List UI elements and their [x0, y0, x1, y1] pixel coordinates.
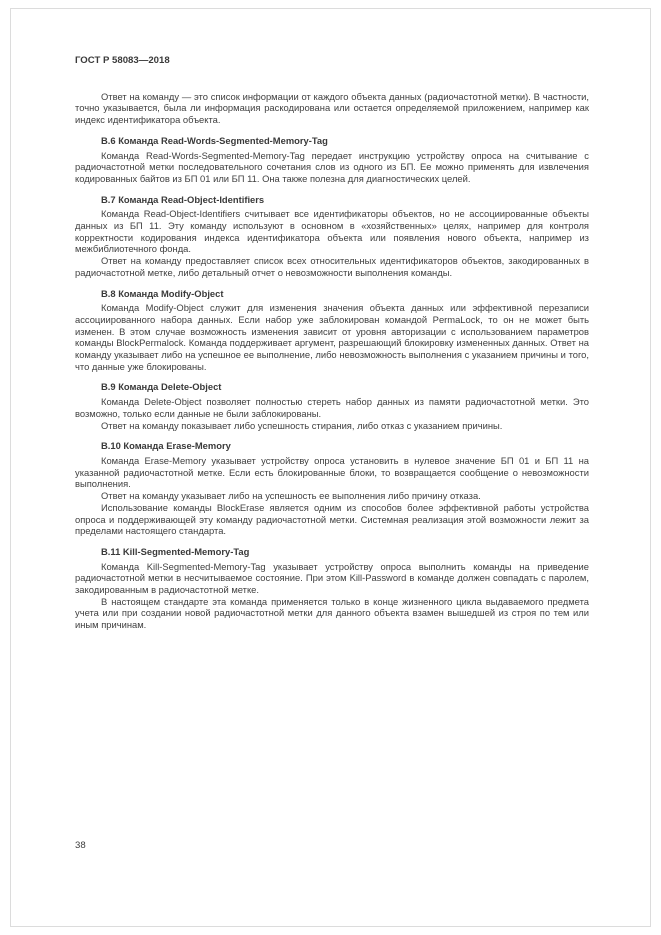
section-b11-heading: В.11 Kill-Segmented-Memory-Tag	[101, 545, 250, 557]
section-b9-paragraph-2: Ответ на команду показывает либо успешность стирания, либо отказ с указанием причины.	[101, 419, 503, 431]
section-b10-paragraph-1: Команда Erase-Memory указывает устройству опроса установить в нулевое значение БП 01 и БП 11 на указанной радиочастотной метке. Если есть блокированные блоки, то возвращается сообщение о невозможности выполнения.	[75, 454, 589, 490]
section-b11	[75, 546, 589, 631]
section-b10-paragraph-2: Ответ на команду указывает либо на успешность ее выполнения либо причину отказа.	[101, 490, 481, 502]
section-b10-heading: В.10 Команда Erase-Memory	[101, 440, 231, 452]
section-b9	[75, 381, 589, 431]
document-body	[75, 55, 589, 631]
section-b7-paragraph-2: Ответ на команду предоставляет список всех относительных идентификаторов объектов, закодированных в радиочастотной метке, либо детальный отчет о невозможности выполнения команды.	[75, 255, 589, 278]
section-b6-paragraph-1: Команда Read-Words-Segmented-Memory-Tag передает инструкцию устройству опроса на считывание с радиочастотной метки последовательного сочетания слов из одного из БП. Ее можно применять для извлечения кодированных байтов из БП 01 или БП 11. Она также полезна для диагностических целей.	[75, 149, 589, 184]
section-b11-paragraph-1: Команда Kill-Segmented-Memory-Tag указывает устройству опроса выполнить команды на приведение радиочастотной метки в несчитываемое состояние. При этом Kill-Password в команде должен совпадать с паролем, закодированным в радиочастотной метке.	[75, 560, 589, 596]
page-number: 38	[75, 840, 86, 851]
section-b6	[75, 135, 589, 185]
section-b7	[75, 194, 589, 279]
section-b8-paragraph-1: Команда Modify-Object служит для изменения значения объекта данных или эффективной перезаписи ассоциированного набора данных. Если набор уже заблокирован командой PermaLock, то он не может быть изменен. В этом случае возможность изменения зависит от уровня авторизации с использованием параметров команды BlockPermalock. Команда поддерживает аргумент, разрешающий блокировку измененных данных. Ответ на команду указывает либо на успешное ее выполнение, либо невозможность выполнения с указанием причины и того, что данные уже блокированы.	[75, 302, 589, 372]
section-b8-heading: В.8 Команда Modify-Object	[101, 287, 224, 299]
section-b7-paragraph-1: Команда Read-Object-Identifiers считывает все идентификаторы объектов, но не ассоциированные объекты данных из БП 11. Эту команду используют в основном в «хозяйственных» целях, например для контроля корректности кодирования индекса идентификатора объекта или появления нового объекта, например из межбиблиотечного фонда.	[75, 208, 589, 255]
section-b10-paragraph-3: Использование команды BlockErase является одним из способов более эффективной работы устройства опроса и поддерживающей эту команду радиочастотной метки. Системная реализация этой возможности лежит за пределами настоящего стандарта.	[75, 501, 589, 537]
section-b11-paragraph-2: В настоящем стандарте эта команда применяется только в конце жизненного цикла выдаваемого предмета учета или при создании новой радиочастотной метки для данного объекта взамен вышедшей из строя по тем или иным причинам.	[75, 595, 589, 631]
section-b9-paragraph-1: Команда Delete-Object позволяет полностью стереть набор данных из памяти радиочастотной метки. Это возможно, только если данные не были заблокированы.	[75, 396, 589, 419]
intro-paragraph: Ответ на команду — это список информации от каждого объекта данных (радиочастотной метки). В частности, точно указывается, была ли информация раскодирована или остается определяемой приложением, например как индекс идентификатора объекта.	[75, 90, 589, 126]
doc-header: ГОСТ Р 58083—2018	[75, 55, 170, 66]
section-b9-heading: В.9 Команда Delete-Object	[101, 381, 222, 393]
section-b10	[75, 440, 589, 537]
section-b8	[75, 288, 589, 373]
section-b7-heading: В.7 Команда Read-Object-Identifiers	[101, 193, 265, 205]
section-b6-heading: В.6 Команда Read-Words-Segmented-Memory-Tag	[101, 134, 328, 146]
